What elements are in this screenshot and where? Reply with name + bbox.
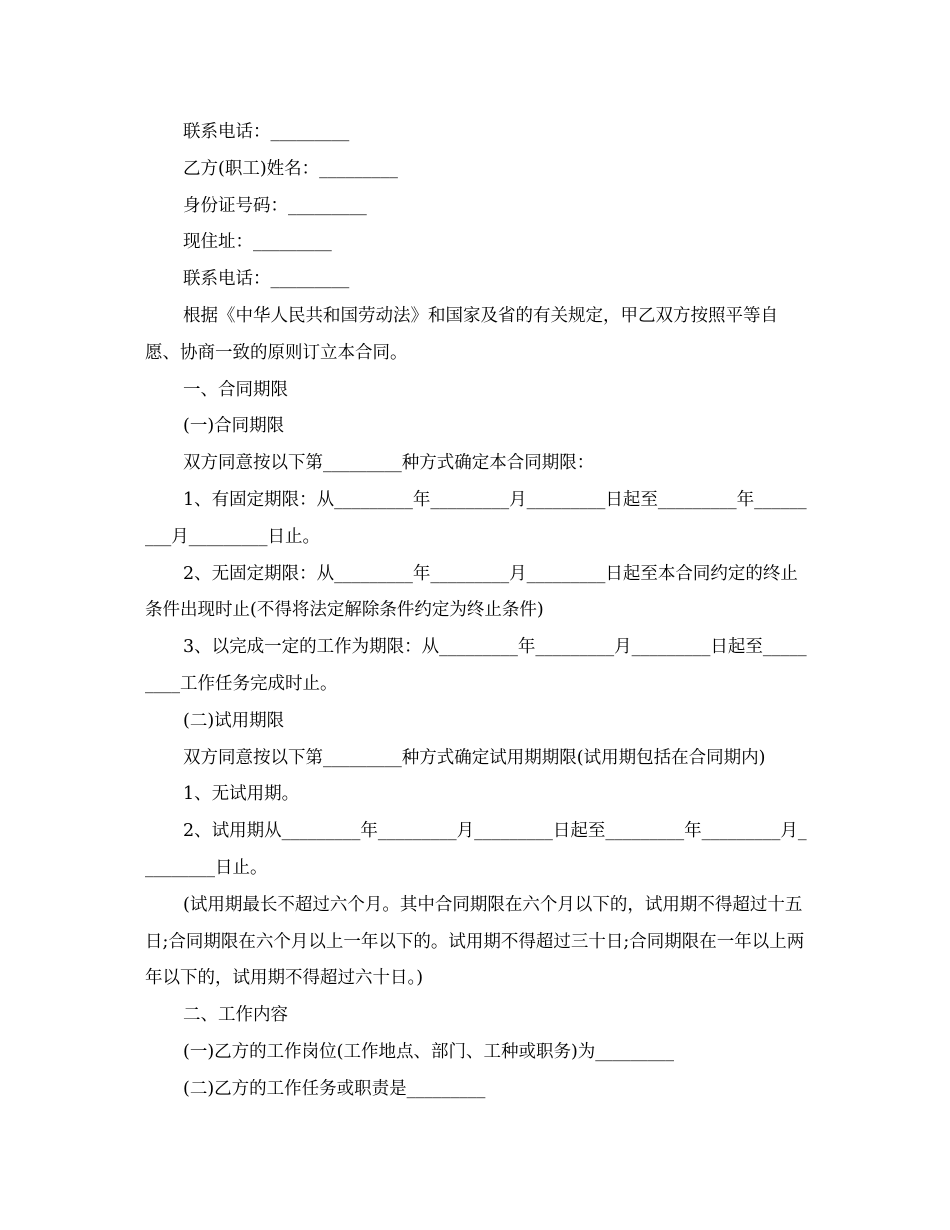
party-b-phone-line: 联系电话：_________ (183, 269, 350, 290)
probation-limits-note: (试用期最长不超过六个月。其中合同期限在六个月以下的，试用期不得超过十五日;合同期限在六个月以上一年以下的。试用期不得超过三十日;合同期限在一年以上两年以下的，试用期不得超过六十日。) (145, 894, 805, 989)
fixed-term-clause: 1、有固定期限：从_________年_________月_________日起至_________年_________月_________日止。 (145, 489, 807, 547)
probation-method-clause: 双方同意按以下第_________种方式确定试用期期限(试用期包括在合同期内) (183, 747, 766, 768)
section-heading-work-content: 二、工作内容 (183, 1005, 288, 1026)
section-heading-contract-term: 一、合同期限 (183, 379, 288, 400)
job-position-clause: (一)乙方的工作岗位(工作地点、部门、工种或职务)为_________ (183, 1041, 675, 1062)
open-ended-term-clause: 2、无固定期限：从_________年_________月_________日起至本合同约定的终止条件出现时止(不得将法定解除条件约定为终止条件) (145, 563, 798, 621)
party-b-name-line: 乙方(职工)姓名：_________ (183, 158, 398, 179)
current-address-line: 现住址：_________ (183, 232, 332, 253)
id-number-line: 身份证号码：_________ (183, 195, 367, 216)
subsection-heading-probation: (二)试用期限 (183, 710, 285, 731)
task-based-term-clause: 3、以完成一定的工作为期限：从_________年_________月_________日起至_________工作任务完成时止。 (145, 637, 807, 694)
party-a-phone-line: 联系电话：_________ (183, 122, 350, 142)
document-body (145, 114, 810, 1108)
no-probation-clause: 1、无试用期。 (183, 784, 300, 805)
term-method-clause: 双方同意按以下第_________种方式确定本合同期限： (183, 453, 595, 474)
subsection-heading-contract-term: (一)合同期限 (183, 416, 285, 437)
preamble-paragraph: 根据《中华人民共和国劳动法》和国家及省的有关规定，甲乙双方按照平等自愿、协商一致的原则订立本合同。 (145, 305, 778, 363)
job-duties-clause: (二)乙方的工作任务或职责是_________ (183, 1078, 486, 1099)
probation-period-clause: 2、试用期从_________年_________月_________日起至_________年_________月_________日止。 (145, 821, 807, 878)
